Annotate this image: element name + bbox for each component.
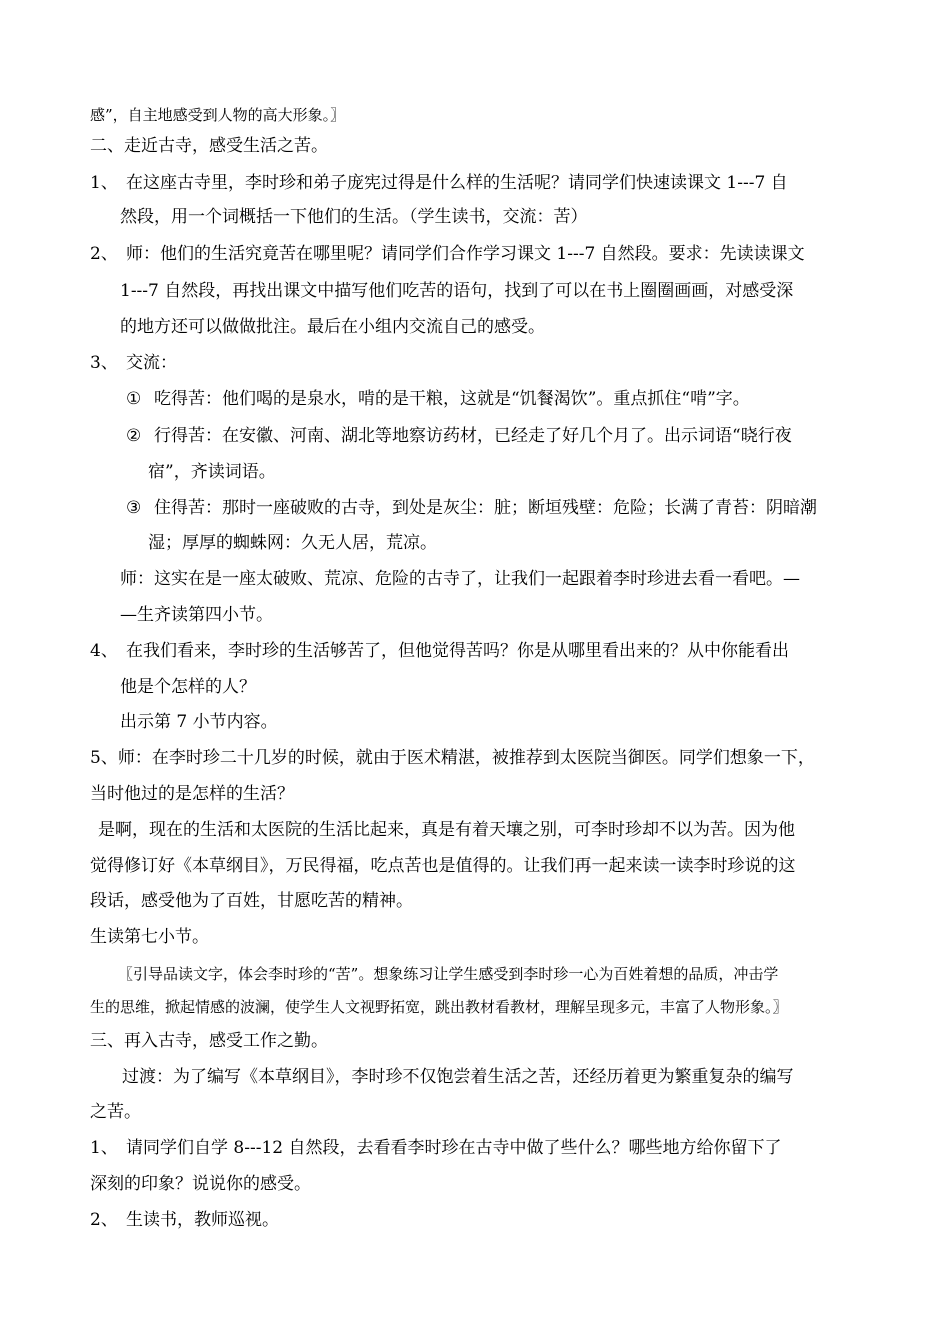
- paragraph-line: 然段，用一个词概括一下他们的生活。（学生读书，交流：苦）: [120, 207, 588, 227]
- paragraph-line: —生齐读第四小节。: [120, 605, 273, 625]
- paragraph-line: 是啊，现在的生活和太医院的生活比起来，真是有着天壤之别，可李时珍却不以为苦。因为他: [98, 820, 795, 840]
- list-number: 1、: [90, 173, 118, 193]
- paragraph-line: 1---7 自然段，再找出课文中描写他们吃苦的语句，找到了可以在书上圈圈画画，对感受深: [120, 281, 794, 301]
- list-number: 1、: [90, 1138, 118, 1158]
- paragraph-line: 交流：: [126, 353, 177, 373]
- paragraph-line: 段话，感受他为了百姓，甘愿吃苦的精神。: [90, 891, 413, 911]
- circled-number: ③: [126, 498, 142, 518]
- paragraph-line: 行得苦：在安徽、河南、湖北等地察访药材，已经走了好几个月了。出示词语“晓行夜: [154, 426, 792, 446]
- paragraph-line: 当时他过的是怎样的生活？: [90, 784, 294, 804]
- circled-number: ②: [126, 426, 142, 446]
- list-number: 4、: [90, 641, 118, 661]
- paragraph-line: 出示第 7 小节内容。: [120, 712, 278, 732]
- annotation-line: 感”，自主地感受到人物的高大形象。〗: [90, 106, 346, 124]
- paragraph-line: 湿；厚厚的蜘蛛网：久无人居，荒凉。: [148, 533, 437, 553]
- paragraph-line: 请同学们自学 8---12 自然段，去看看李时珍在古寺中做了些什么？哪些地方给你留下了: [126, 1138, 782, 1158]
- annotation-line: 生的思维，掀起情感的波澜，使学生人文视野拓宽，跳出教材看教材，理解呈现多元，丰富了人物形象。〗: [90, 998, 788, 1016]
- paragraph-line: 他是个怎样的人？: [120, 677, 256, 697]
- paragraph-line: 之苦。: [90, 1102, 141, 1122]
- paragraph-line: 在我们看来，李时珍的生活够苦了，但他觉得苦吗？你是从哪里看出来的？从中你能看出: [126, 641, 789, 661]
- paragraph-line: 过渡：为了编写《本草纲目》，李时珍不仅饱尝着生活之苦，还经历着更为繁重复杂的编写: [122, 1067, 794, 1087]
- annotation-line: 〖引导品读文字，体会李时珍的“苦”。想象练习让学生感受到李时珍一心为百姓着想的品质，冲击学: [118, 965, 779, 983]
- list-number: 2、: [90, 1210, 118, 1230]
- paragraph-line: 生读第七小节。: [90, 927, 209, 947]
- paragraph-line: 师：他们的生活究竟苦在哪里呢？请同学们合作学习课文 1---7 自然段。要求：先读读课文: [126, 244, 805, 264]
- paragraph-line: 吃得苦：他们喝的是泉水，啃的是干粮，这就是“饥餐渴饮”。重点抓住“啃”字。: [154, 389, 750, 409]
- paragraph-line: 在这座古寺里，李时珍和弟子庞宪过得是什么样的生活呢？请同学们快速读课文 1---7 自: [126, 173, 788, 193]
- paragraph-line: 宿”，齐读词语。: [148, 462, 276, 482]
- circled-number: ①: [126, 389, 142, 409]
- list-number: 3、: [90, 353, 118, 373]
- section-heading: 二、走近古寺，感受生活之苦。: [90, 136, 328, 156]
- paragraph-line: 生读书，教师巡视。: [126, 1210, 279, 1230]
- paragraph-line: 深刻的印象？说说你的感受。: [90, 1174, 311, 1194]
- paragraph-line: 5、师：在李时珍二十几岁的时候，就由于医术精湛，被推荐到太医院当御医。同学们想象一下，: [90, 748, 815, 768]
- section-heading: 三、再入古寺，感受工作之勤。: [90, 1031, 328, 1051]
- paragraph-line: 住得苦：那时一座破败的古寺，到处是灰尘：脏；断垣残壁：危险；长满了青苔：阴暗潮: [154, 498, 817, 518]
- list-number: 2、: [90, 244, 118, 264]
- paragraph-line: 觉得修订好《本草纲目》，万民得福，吃点苦也是值得的。让我们再一起来读一读李时珍说的这: [90, 856, 796, 876]
- paragraph-line: 的地方还可以做做批注。最后在小组内交流自己的感受。: [120, 317, 545, 337]
- paragraph-line: 师：这实在是一座太破败、荒凉、危险的古寺了，让我们一起跟着李时珍进去看一看吧。—: [120, 569, 800, 589]
